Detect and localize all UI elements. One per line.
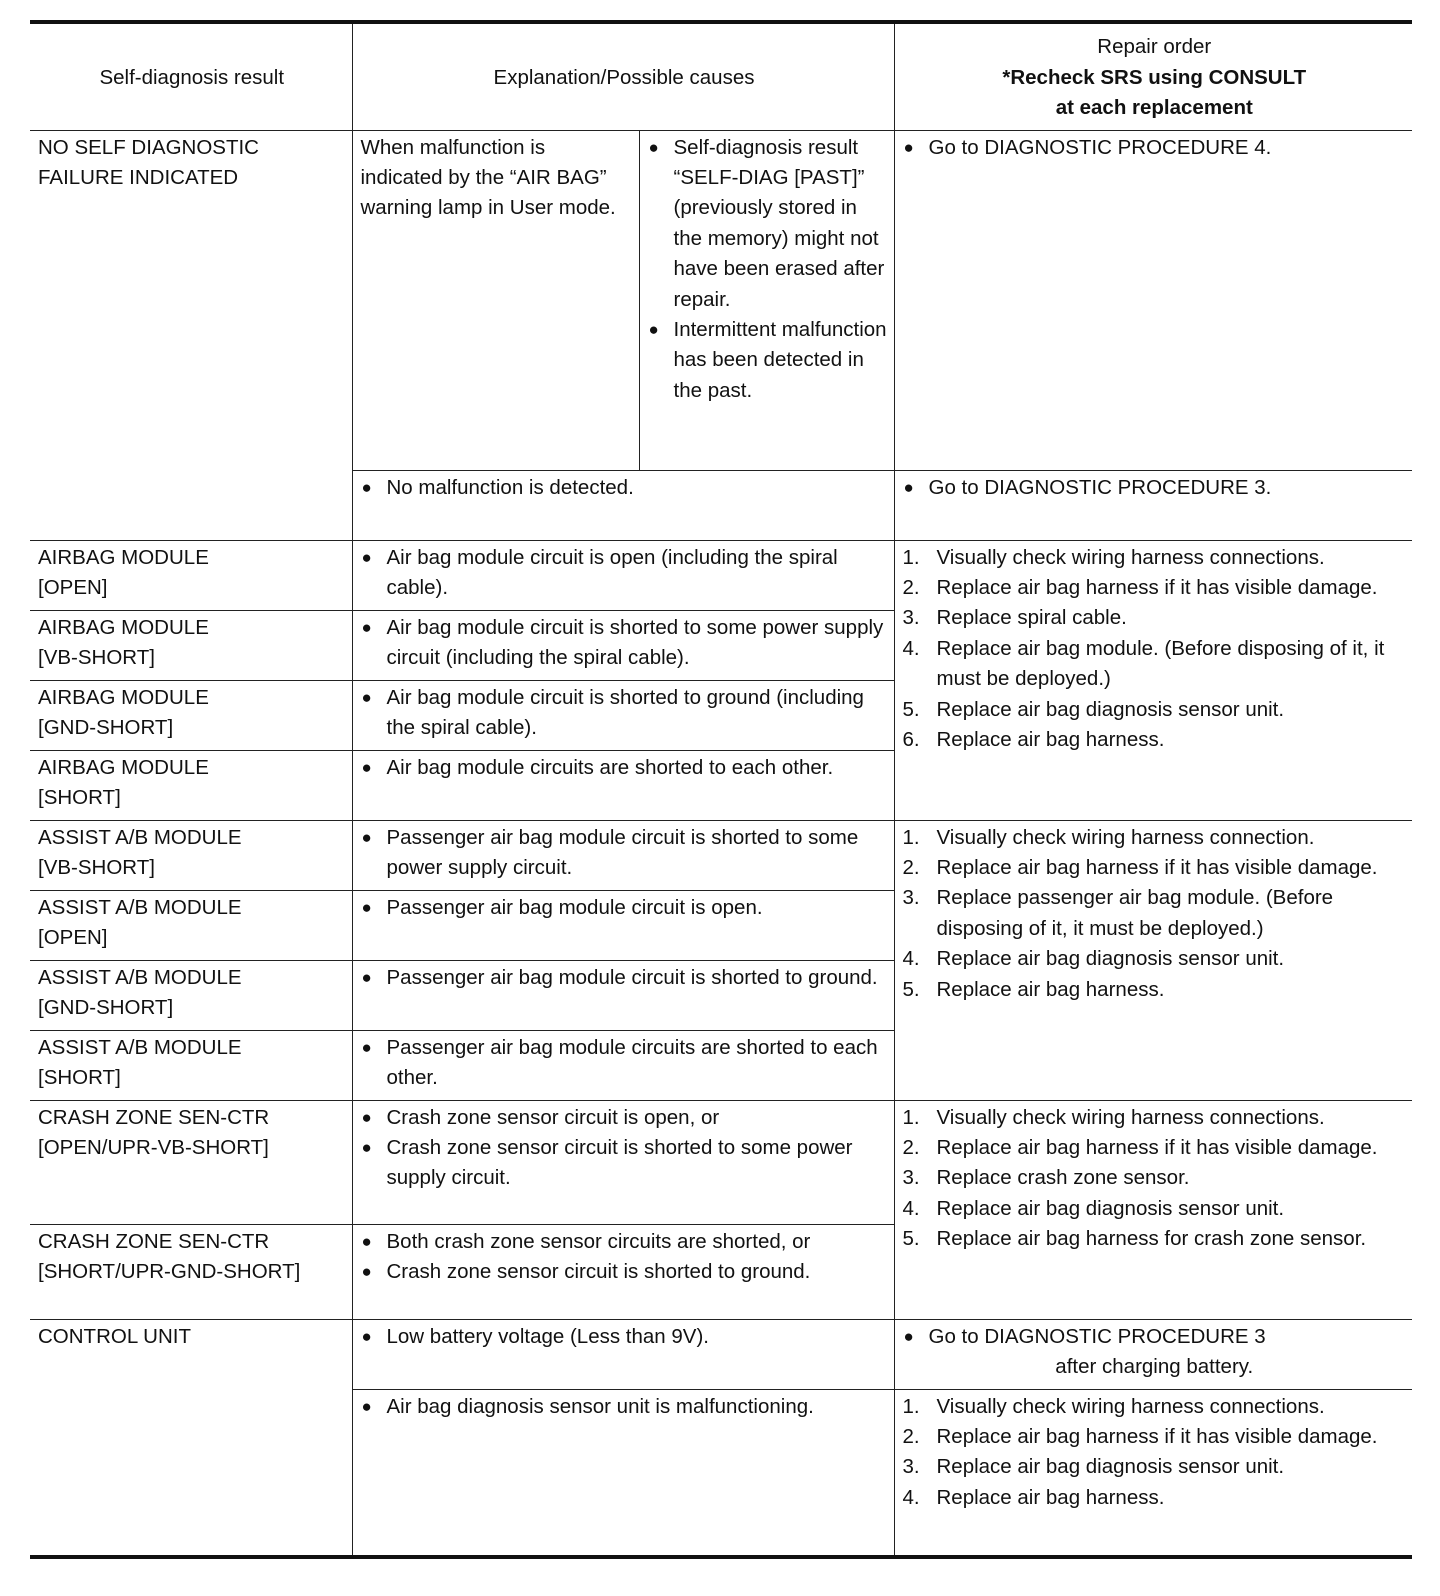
list-item: ● Crash zone sensor circuit is shorted to some power supply circuit. [361,1133,888,1194]
list-item: ● Both crash zone sensor circuits are shorted, or [361,1227,888,1257]
list-item: 2. Replace air bag harness if it has visible damage. [902,855,1378,879]
list-item: 3. Replace spiral cable. [902,606,1127,630]
result-airbag-gnd-short: AIRBAG MODULE [GND-SHORT] [30,680,352,750]
list-item: 3. Replace air bag diagnosis sensor unit. [902,1455,1285,1479]
list-item: ● Go to DIAGNOSTIC PROCEDURE 4. [903,133,1407,163]
result-crash-open: CRASH ZONE SEN-CTR [OPEN/UPR-VB-SHORT] [30,1100,352,1224]
cause-assist-vb-short [352,820,894,890]
cause-airbag-vb-short [352,610,894,680]
list-item: 5. Replace air bag harness. [902,977,1165,1001]
result-assist-gnd-short: ASSIST A/B MODULE [GND-SHORT] [30,960,352,1030]
table-row [30,1100,1412,1224]
result-airbag-short: AIRBAG MODULE [SHORT] [30,750,352,820]
list-item: 5. Replace air bag harness for crash zone sensor. [902,1227,1367,1251]
result-airbag-open: AIRBAG MODULE [OPEN] [30,540,352,610]
list-item: 1. Visually check wiring harness connections. [902,1394,1325,1418]
list-item: ● No malfunction is detected. [361,473,888,503]
repair-crash-zone [894,1100,1412,1319]
diagnosis-table-sheet [30,20,1412,1559]
result-airbag-vb-short: AIRBAG MODULE [VB-SHORT] [30,610,352,680]
cause-no-malfunction [352,470,894,540]
list-item: 4. Replace air bag module. (Before disposing of it, it must be deployed.) [902,636,1385,691]
list-item: ● Low battery voltage (Less than 9V). [361,1322,888,1352]
result-assist-short: ASSIST A/B MODULE [SHORT] [30,1030,352,1100]
cause-sensor-unit [352,1389,894,1557]
list-item: 4. Replace air bag diagnosis sensor unit. [902,947,1285,971]
list-item: ● Crash zone sensor circuit is open, or [361,1103,888,1133]
cause-assist-short [352,1030,894,1100]
list-item: 3. Replace passenger air bag module. (Before disposing of it, it must be deployed.) [902,886,1334,940]
table-row [30,1319,1412,1389]
list-item: ● Go to DIAGNOSTIC PROCEDURE 3 [903,1322,1407,1352]
list-item: 4. Replace air bag harness. [902,1485,1165,1509]
list-item: 2. Replace air bag harness if it has visible damage. [902,1424,1378,1448]
list-item: 4. Replace air bag diagnosis sensor unit. [902,1196,1285,1220]
cause-airbag-open [352,540,894,610]
list-item: ● Go to DIAGNOSTIC PROCEDURE 3. [903,473,1407,503]
repair-sensor-unit [894,1389,1412,1557]
list-item: 2. Replace air bag harness if it has visible damage. [902,575,1378,599]
table-row [30,820,1412,890]
cause-assist-gnd-short [352,960,894,1030]
result-assist-open: ASSIST A/B MODULE [OPEN] [30,890,352,960]
result-assist-vb-short: ASSIST A/B MODULE [VB-SHORT] [30,820,352,890]
repair-airbag-module [894,540,1412,820]
self-diagnosis-table [30,20,1412,1559]
list-item: 5. Replace air bag diagnosis sensor unit. [902,697,1285,721]
cause-airbag-gnd-short [352,680,894,750]
repair-low-battery [894,1319,1412,1389]
header-repair-order: Repair order *Recheck SRS using CONSULT at each replacement [894,22,1412,130]
cause-low-battery [352,1319,894,1389]
result-no-self-diagnostic: NO SELF DIAGNOSTIC FAILURE INDICATED [30,130,352,540]
list-item: ● Passenger air bag module circuit is shorted to some power supply circuit. [361,823,888,884]
list-item: ● Air bag module circuit is shorted to some power supply circuit (including the spiral cable). [361,613,888,674]
table-row [30,540,1412,610]
list-item: 2. Replace air bag harness if it has visible damage. [902,1135,1378,1159]
cause-crash-short [352,1224,894,1319]
list-item: ● Air bag module circuit is shorted to ground (including the spiral cable). [361,683,888,744]
list-item: ● Air bag diagnosis sensor unit is malfunctioning. [361,1392,888,1422]
result-control-unit: CONTROL UNIT [30,1319,352,1557]
list-item: 3. Replace crash zone sensor. [902,1166,1190,1190]
list-item: ● Air bag module circuits are shorted to each other. [361,753,888,783]
list-item: 1. Visually check wiring harness connections. [902,545,1325,569]
header-self-diagnosis-result: Self-diagnosis result [30,22,352,130]
repair-low-battery-note: after charging battery. [1055,1354,1254,1378]
repair-procedure-4 [894,130,1412,470]
list-item: ● Intermittent malfunction has been detected in the past. [648,315,888,406]
list-item: ● Passenger air bag module circuits are shorted to each other. [361,1033,888,1094]
cause-airbag-short [352,750,894,820]
list-item: 6. Replace air bag harness. [902,727,1165,751]
list-item: 1. Visually check wiring harness connections. [902,1105,1325,1129]
list-item: ● Passenger air bag module circuit is open. [361,893,888,923]
list-item: ● Passenger air bag module circuit is shorted to ground. [361,963,888,993]
repair-assist-module [894,820,1412,1100]
causes-past-failure [639,130,894,470]
header-explanation: Explanation/Possible causes [352,22,894,130]
condition-user-mode: When malfunction is indicated by the “AIR BAG” warning lamp in User mode. [352,130,639,470]
repair-procedure-3 [894,470,1412,540]
list-item: ● Air bag module circuit is open (including the spiral cable). [361,543,888,604]
cause-crash-open [352,1100,894,1224]
cause-assist-open [352,890,894,960]
result-crash-short: CRASH ZONE SEN-CTR [SHORT/UPR-GND-SHORT] [30,1224,352,1319]
list-item: 1. Visually check wiring harness connection. [902,825,1315,849]
table-row [30,130,1412,470]
list-item: ● Crash zone sensor circuit is shorted to ground. [361,1257,888,1287]
list-item: ● Self-diagnosis result “SELF-DIAG [PAST]” (previously stored in the memory) might not have been erased after repair. [648,133,888,315]
